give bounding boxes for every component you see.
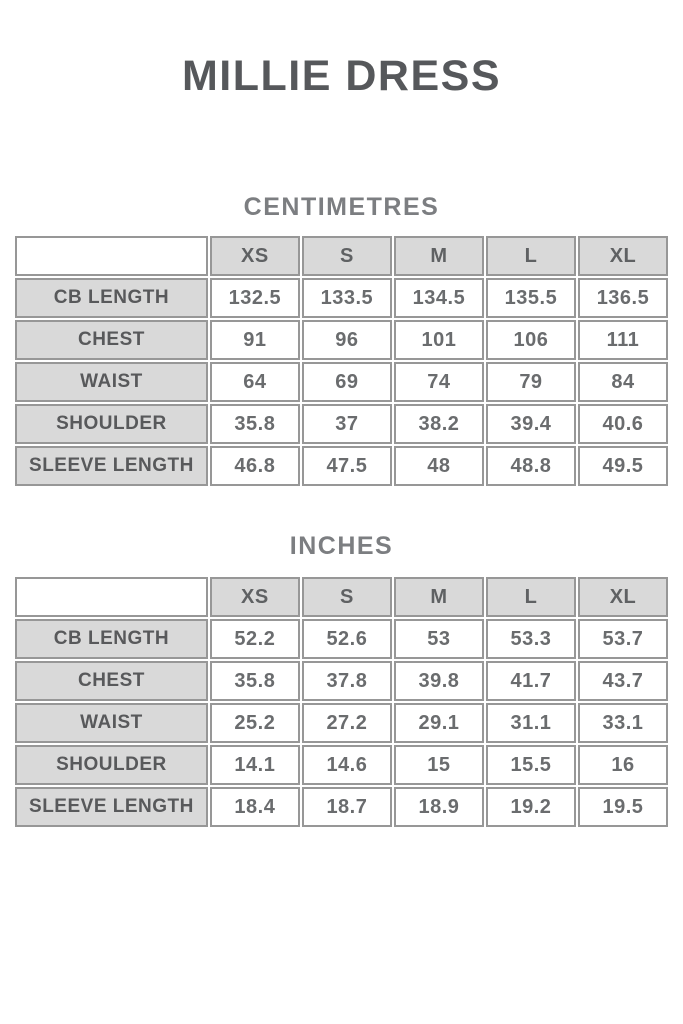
- measurement-cell: 16: [578, 745, 668, 785]
- row-label: CHEST: [15, 320, 208, 360]
- measurement-cell: 101: [394, 320, 484, 360]
- row-label: WAIST: [15, 703, 208, 743]
- measurement-cell: 39.8: [394, 661, 484, 701]
- measurement-cell: 38.2: [394, 404, 484, 444]
- measurement-cell: 84: [578, 362, 668, 402]
- measurement-cell: 14.1: [210, 745, 300, 785]
- measurement-cell: 64: [210, 362, 300, 402]
- table-row: [15, 787, 668, 827]
- corner-cell: [15, 236, 208, 276]
- size-column-xl: XL: [578, 236, 668, 276]
- size-column-xs: XS: [210, 577, 300, 617]
- measurement-cell: 43.7: [578, 661, 668, 701]
- measurement-cell: 48: [394, 446, 484, 486]
- row-label: CB LENGTH: [15, 278, 208, 318]
- size-column-m: M: [394, 236, 484, 276]
- measurement-cell: 18.4: [210, 787, 300, 827]
- centimetres-table: [13, 234, 670, 488]
- measurement-cell: 41.7: [486, 661, 576, 701]
- row-label: CHEST: [15, 661, 208, 701]
- measurement-cell: 35.8: [210, 661, 300, 701]
- table-row: [15, 703, 668, 743]
- table-row: [15, 661, 668, 701]
- measurement-cell: 53.7: [578, 619, 668, 659]
- table-row: [15, 362, 668, 402]
- size-column-xs: XS: [210, 236, 300, 276]
- row-label: WAIST: [15, 362, 208, 402]
- measurement-cell: 52.6: [302, 619, 392, 659]
- row-label: SHOULDER: [15, 404, 208, 444]
- measurement-cell: 136.5: [578, 278, 668, 318]
- table-row: [15, 745, 668, 785]
- measurement-cell: 111: [578, 320, 668, 360]
- measurement-cell: 53.3: [486, 619, 576, 659]
- measurement-cell: 133.5: [302, 278, 392, 318]
- measurement-cell: 49.5: [578, 446, 668, 486]
- row-label: SHOULDER: [15, 745, 208, 785]
- inches-table: [13, 575, 670, 829]
- measurement-cell: 31.1: [486, 703, 576, 743]
- measurement-cell: 106: [486, 320, 576, 360]
- table-row: [15, 446, 668, 486]
- size-column-m: M: [394, 577, 484, 617]
- measurement-cell: 74: [394, 362, 484, 402]
- measurement-cell: 91: [210, 320, 300, 360]
- measurement-cell: 69: [302, 362, 392, 402]
- measurement-cell: 135.5: [486, 278, 576, 318]
- measurement-cell: 18.9: [394, 787, 484, 827]
- measurement-cell: 132.5: [210, 278, 300, 318]
- size-header-row: [15, 577, 668, 617]
- table-row: [15, 320, 668, 360]
- measurement-cell: 37: [302, 404, 392, 444]
- measurement-cell: 53: [394, 619, 484, 659]
- measurement-cell: 52.2: [210, 619, 300, 659]
- measurement-cell: 35.8: [210, 404, 300, 444]
- page-title: MILLIE DRESS: [181, 52, 502, 100]
- measurement-cell: 33.1: [578, 703, 668, 743]
- size-column-s: S: [302, 236, 392, 276]
- measurement-cell: 46.8: [210, 446, 300, 486]
- measurement-cell: 134.5: [394, 278, 484, 318]
- row-label: SLEEVE LENGTH: [15, 446, 208, 486]
- measurement-cell: 27.2: [302, 703, 392, 743]
- measurement-cell: 19.5: [578, 787, 668, 827]
- corner-cell: [15, 577, 208, 617]
- row-label: CB LENGTH: [15, 619, 208, 659]
- measurement-cell: 96: [302, 320, 392, 360]
- measurement-cell: 39.4: [486, 404, 576, 444]
- size-column-l: L: [486, 236, 576, 276]
- row-label: SLEEVE LENGTH: [15, 787, 208, 827]
- centimetres-heading: CENTIMETRES: [243, 193, 440, 221]
- measurement-cell: 48.8: [486, 446, 576, 486]
- measurement-cell: 15: [394, 745, 484, 785]
- size-header-row: [15, 236, 668, 276]
- measurement-cell: 40.6: [578, 404, 668, 444]
- measurement-cell: 25.2: [210, 703, 300, 743]
- table-row: [15, 619, 668, 659]
- measurement-cell: 29.1: [394, 703, 484, 743]
- size-column-xl: XL: [578, 577, 668, 617]
- measurement-cell: 47.5: [302, 446, 392, 486]
- measurement-cell: 37.8: [302, 661, 392, 701]
- table-row: [15, 278, 668, 318]
- measurement-cell: 18.7: [302, 787, 392, 827]
- size-column-l: L: [486, 577, 576, 617]
- measurement-cell: 19.2: [486, 787, 576, 827]
- measurement-cell: 14.6: [302, 745, 392, 785]
- table-row: [15, 404, 668, 444]
- measurement-cell: 15.5: [486, 745, 576, 785]
- measurement-cell: 79: [486, 362, 576, 402]
- inches-heading: INCHES: [289, 532, 394, 560]
- size-column-s: S: [302, 577, 392, 617]
